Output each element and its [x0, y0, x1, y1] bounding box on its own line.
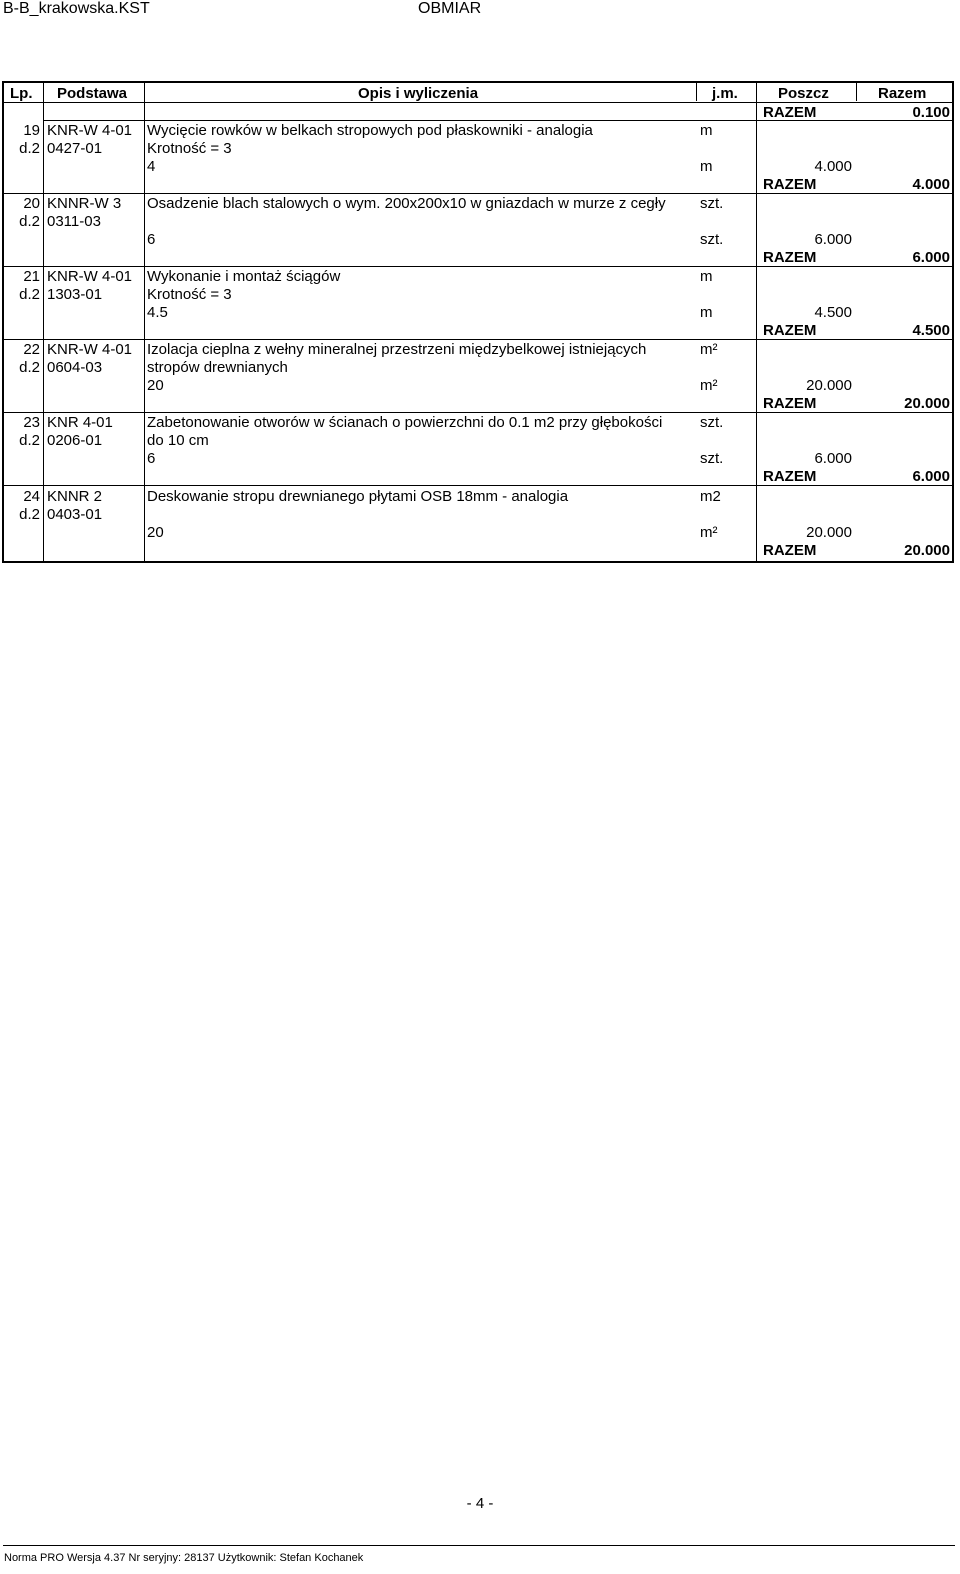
razem-value: 4.500 — [912, 322, 950, 339]
item-calc-unit: m — [700, 304, 713, 321]
col-divider — [756, 83, 757, 561]
item-lp-suffix: d.2 — [19, 286, 40, 303]
item-lp-suffix: d.2 — [19, 506, 40, 523]
item-calculation: 20 — [147, 524, 164, 541]
razem-label: RAZEM — [763, 542, 817, 559]
col-header-poszcz: Poszcz — [778, 85, 829, 102]
col-divider — [856, 83, 857, 101]
footer-divider — [3, 1545, 955, 1546]
page-number: - 4 - — [466, 1495, 494, 1512]
item-description: Osadzenie blach stalowych o wym. 200x200x10 w gniazdach w murze z cegły — [147, 195, 666, 212]
col-header-opis: Opis i wyliczenia — [358, 85, 479, 102]
item-calc-unit: m — [700, 158, 713, 175]
razem-label: RAZEM — [763, 249, 817, 266]
item-unit: szt. — [700, 195, 724, 212]
item-unit: szt. — [700, 414, 724, 431]
item-lp: 23 — [23, 414, 40, 431]
item-description: Wycięcie rowków w belkach stropowych pod płaskowniki - analogia — [147, 122, 593, 139]
col-header-jm: j.m. — [712, 85, 738, 102]
item-lp: 24 — [23, 488, 40, 505]
file-name: B-B_krakowska.KST — [3, 0, 150, 17]
item-lp: 19 — [23, 122, 40, 139]
item-lp: 21 — [23, 268, 40, 285]
item-basis: KNR-W 4-01 — [47, 268, 133, 285]
item-subtotal: 6.000 — [814, 231, 852, 248]
item-basis: KNR-W 4-01 — [47, 341, 133, 358]
item-description: Deskowanie stropu drewnianego płytami OSB 18mm - analogia — [147, 488, 569, 505]
item-calculation: 4 — [147, 158, 156, 175]
item-calc-unit: szt. — [700, 231, 724, 248]
item-lp-suffix: d.2 — [19, 432, 40, 449]
item-basis-code: 0604-03 — [47, 359, 103, 376]
razem-label: RAZEM — [763, 322, 817, 339]
item-basis: KNNR-W 3 — [47, 195, 122, 212]
item-calculation: 6 — [147, 450, 156, 467]
item-subtotal: 4.500 — [814, 304, 852, 321]
razem-value: 6.000 — [912, 468, 950, 485]
item-description: Izolacja cieplna z wełny mineralnej przestrzeni międzybelkowej istniejących — [147, 341, 647, 358]
col-divider — [144, 83, 145, 561]
item-description-2: stropów drewnianych — [147, 359, 288, 376]
item-unit: m2 — [700, 488, 721, 505]
razem-label: RAZEM — [763, 176, 817, 193]
item-calculation: 4.5 — [147, 304, 168, 321]
item-lp: 20 — [23, 195, 40, 212]
item-unit: m — [700, 122, 713, 139]
item-lp-suffix: d.2 — [19, 359, 40, 376]
item-description-2: Krotność = 3 — [147, 286, 232, 303]
razem-label: RAZEM — [763, 104, 817, 121]
razem-value: 6.000 — [912, 249, 950, 266]
item-basis-code: 0427-01 — [47, 140, 103, 157]
col-header-podstawa: Podstawa — [57, 85, 128, 102]
col-divider — [696, 83, 697, 101]
col-divider — [43, 83, 44, 561]
item-description: Zabetonowanie otworów w ścianach o powierzchni do 0.1 m2 przy głębokości — [147, 414, 663, 431]
item-basis-code: 0311-03 — [47, 213, 101, 230]
item-calc-unit: m² — [700, 524, 718, 541]
item-unit: m — [700, 268, 713, 285]
item-lp-suffix: d.2 — [19, 213, 40, 230]
razem-value: 0.100 — [912, 104, 950, 121]
col-header-lp: Lp. — [10, 85, 33, 102]
item-basis: KNR 4-01 — [47, 414, 113, 431]
item-description-2: do 10 cm — [147, 432, 209, 449]
document-title: OBMIAR — [418, 0, 482, 17]
item-calc-unit: szt. — [700, 450, 724, 467]
razem-value: 4.000 — [912, 176, 950, 193]
item-basis-code: 1303-01 — [47, 286, 103, 303]
item-calc-unit: m² — [700, 377, 718, 394]
item-calculation: 6 — [147, 231, 156, 248]
razem-value: 20.000 — [904, 395, 950, 412]
item-description-2: Krotność = 3 — [147, 140, 232, 157]
measurement-table — [2, 81, 954, 563]
item-subtotal: 20.000 — [806, 377, 852, 394]
item-subtotal: 20.000 — [806, 524, 852, 541]
item-lp-suffix: d.2 — [19, 140, 40, 157]
item-description: Wykonanie i montaż ściągów — [147, 268, 341, 285]
item-subtotal: 6.000 — [814, 450, 852, 467]
razem-label: RAZEM — [763, 468, 817, 485]
item-basis: KNR-W 4-01 — [47, 122, 133, 139]
razem-value: 20.000 — [904, 542, 950, 559]
item-unit: m² — [700, 341, 718, 358]
item-basis-code: 0403-01 — [47, 506, 103, 523]
item-basis: KNNR 2 — [47, 488, 103, 505]
razem-label: RAZEM — [763, 395, 817, 412]
footer-note: Norma PRO Wersja 4.37 Nr seryjny: 28137 Użytkownik: Stefan Kochanek — [4, 1552, 364, 1564]
item-basis-code: 0206-01 — [47, 432, 103, 449]
col-header-razem: Razem — [878, 85, 927, 102]
item-lp: 22 — [23, 341, 40, 358]
item-calculation: 20 — [147, 377, 164, 394]
item-subtotal: 4.000 — [814, 158, 852, 175]
